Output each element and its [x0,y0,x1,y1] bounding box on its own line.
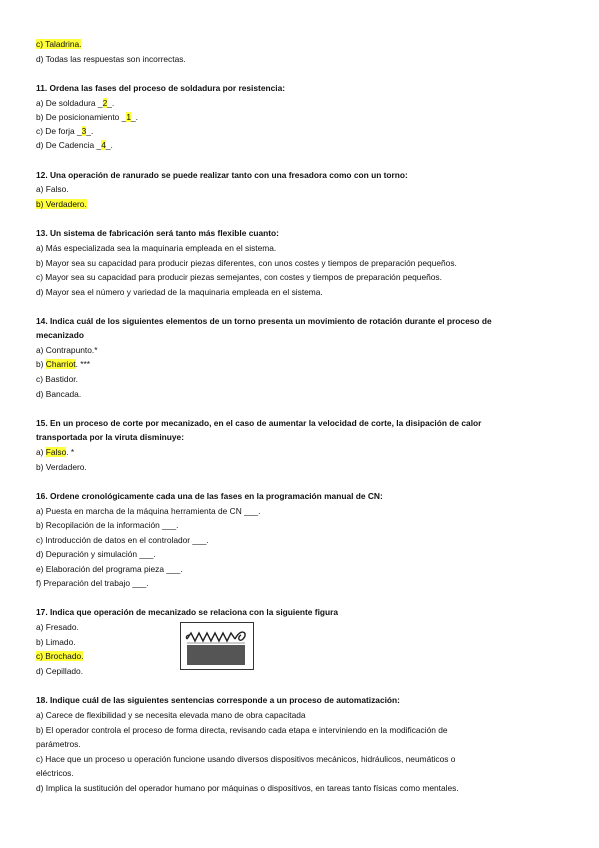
option-text: _. [131,112,138,122]
q14-option-c: c) Bastidor. [36,374,78,384]
q16-option-a: a) Puesta en marcha de la máquina herramienta de CN ___. [36,506,261,516]
q16-option-e: e) Elaboración del programa pieza ___. [36,564,183,574]
q13-option-c: c) Mayor sea su capacidad para producir piezas semejantes, con costes y tiempos de preparación pequeños. [36,272,442,282]
machining-figure [180,622,254,670]
q15-option-b: b) Verdadero. [36,462,87,472]
q14-title-line2: mecanizado [36,330,84,340]
q14-option-b [36,358,90,370]
q12-option-b [36,198,87,210]
q17-title: 17. Indica que operación de mecanizado se relaciona con la siguiente figura [36,607,339,617]
q10-option-c [36,38,81,50]
highlight: 4 [101,140,106,150]
q17-option-c [36,650,83,662]
q10-option-d: d) Todas las respuestas son incorrectas. [36,54,186,64]
q16-title: 16. Ordene cronológicamente cada una de las fases en la programación manual de CN: [36,491,383,501]
workpiece-shape [187,645,245,665]
q16-option-c: c) Introducción de datos en el controlador ___. [36,535,209,545]
q15-option-a [36,446,74,458]
highlight: c) Taladrina. [36,39,82,49]
q14-option-d: d) Bancada. [36,389,82,399]
q18-option-b-line1: b) El operador controla el proceso de forma directa, revisando cada etapa e interviniendo en la modificación de [36,725,448,735]
highlight: b) Verdadero. [36,199,87,209]
q11-option-a [36,97,114,109]
option-text: a) [36,447,46,457]
q12-title: 12. Una operación de ranurado se puede realizar tanto con una fresadora como con un torno: [36,170,408,180]
option-text: . *** [75,359,91,369]
q18-title: 18. Indique cuál de las siguientes sentencias corresponde a un proceso de automatización: [36,695,400,705]
option-text: c) De forja _ [36,126,82,136]
option-text: _. [107,98,115,108]
option-text: a) De soldadura _ [36,98,103,108]
q12-option-a: a) Falso. [36,184,69,194]
broach-teeth-shape [187,633,235,641]
highlight: c) Brochado. [36,651,84,661]
option-text: . * [66,447,75,457]
option-text: _. [105,140,113,150]
q16-option-f: f) Preparación del trabajo ___. [36,578,149,588]
option-text: b) De posicionamiento _ [36,112,127,122]
option-text: b) [36,359,46,369]
broaching-diagram [181,623,253,669]
q16-option-d: d) Depuración y simulación ___. [36,549,156,559]
q14-option-a: a) Contrapunto.* [36,345,98,355]
q15-title-line2: transportada por la viruta disminuye: [36,432,184,442]
chip-curl-shape [235,632,245,640]
q17-option-d: d) Cepillado. [36,666,84,676]
q11-title: 11. Ordena las fases del proceso de soldadura por resistencia: [36,83,286,93]
q11-option-b [36,111,138,123]
q18-option-d: d) Implica la sustitución del operador humano por máquinas o dispositivos, en tareas tanto físicas como mentales. [36,783,459,793]
q13-title: 13. Un sistema de fabricación será tanto más flexible cuanto: [36,228,279,238]
q17-option-a: a) Fresado. [36,622,79,632]
q13-option-a: a) Más especializada sea la maquinaria empleada en el sistema. [36,243,277,253]
highlight: Charriot [45,359,76,369]
q13-option-b: b) Mayor sea su capacidad para producir piezas diferentes, con unos costes y tiempos de preparación pequeños. [36,258,457,268]
q18-option-a: a) Carece de flexibilidad y se necesita elevada mano de obra capacitada [36,710,306,720]
q17-option-b: b) Limado. [36,637,76,647]
q18-option-c-line2: eléctricos. [36,768,74,778]
highlight: 3 [81,126,87,136]
q11-option-d [36,139,113,151]
q15-title-line1: 15. En un proceso de corte por mecanizado, en el caso de aumentar la velocidad de corte, la disipación de calor [36,418,482,428]
highlight: 2 [102,98,108,108]
highlight: 1 [126,112,131,122]
q18-option-b-line2: parámetros. [36,739,81,749]
option-text: _. [86,126,94,136]
q18-option-c-line1: c) Hace que un proceso u operación funcione usando diversos dispositivos mecánicos, hidráulicos, neumáticos o [36,754,456,764]
q13-option-d: d) Mayor sea el número y variedad de la maquinaria empleada en el sistema. [36,287,323,297]
q16-option-b: b) Recopilación de la información ___. [36,520,179,530]
highlight: Falso [45,447,67,457]
q11-option-c [36,125,93,137]
q14-title-line1: 14. Indica cuál de los siguientes elementos de un torno presenta un movimiento de rotación durante el proceso de [36,316,492,326]
option-text: d) De Cadencia _ [36,140,102,150]
